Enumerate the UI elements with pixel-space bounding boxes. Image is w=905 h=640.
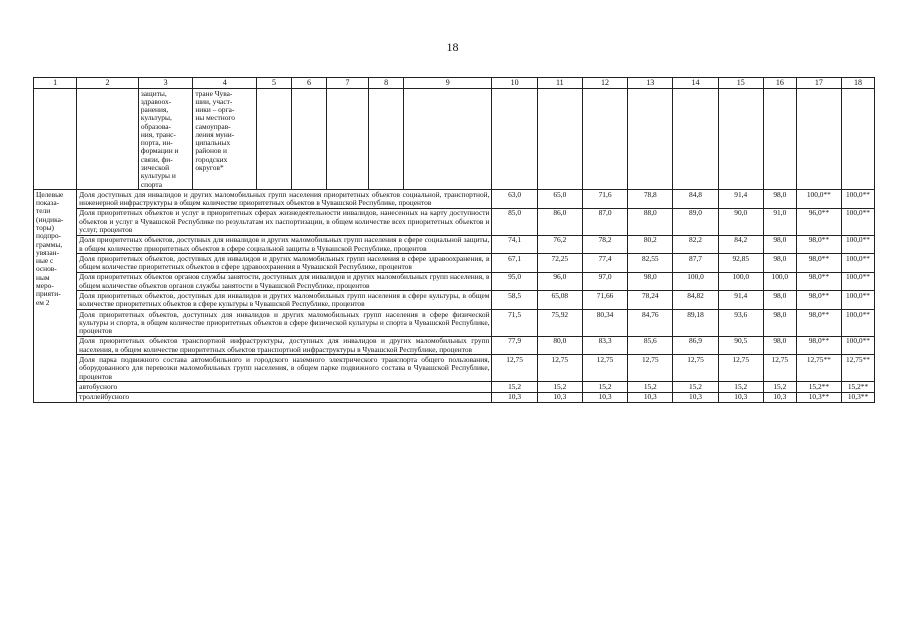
indicator-row	[34, 336, 875, 355]
indicator-value: 90,5	[718, 336, 763, 355]
column-number-8: 8	[369, 78, 404, 89]
indicator-value: 100,0**	[842, 190, 875, 209]
indicator-value: 72,25	[537, 254, 582, 273]
indicator-value: 85,0	[492, 208, 537, 235]
indicator-value: 84,8	[673, 190, 718, 209]
column-number-2: 2	[77, 78, 139, 89]
indicator-value: 98,0**	[796, 336, 841, 355]
indicator-value: 82,2	[673, 235, 718, 254]
indicator-value: 88,0	[628, 208, 673, 235]
indicator-label: Доля приоритетных объектов, доступных для инвалидов и других маломобильных групп населения в сфере физической культуры и спорта, в общем количестве приоритетных объектов в сфере физической культуры и спорта в Чувашской Республике, процентов	[77, 310, 492, 337]
indicator-value: 80,2	[628, 235, 673, 254]
indicator-value: 98,0**	[796, 272, 841, 291]
indicator-value: 78,8	[628, 190, 673, 209]
indicator-label: Доля приоритетных объектов и услуг в приоритетных сферах жизнедеятельности инвалидов, нанесенных на карту доступности объектов и услуг в Чувашской Республике по результатам их паспортизации, в общем количестве всех приоритетных объектов и услуг, процентов	[77, 208, 492, 235]
indicator-value: 97,0	[582, 272, 627, 291]
indicator-value: 82,55	[628, 254, 673, 273]
indicator-value: 87,0	[582, 208, 627, 235]
indicator-label: троллейбусного	[77, 392, 492, 402]
column-number-12: 12	[582, 78, 627, 89]
indicator-value: 12,75**	[796, 355, 841, 382]
indicator-label: автобусного	[77, 382, 492, 392]
cont-cell-1	[34, 89, 77, 190]
indicator-value: 100,0**	[842, 272, 875, 291]
indicator-row	[34, 355, 875, 382]
indicator-value: 15,2	[582, 382, 627, 392]
indicator-label: Доля парка подвижного состава автомобильного и городского наземного электрического транспорта общего пользования, оборудованного для перевозки маломобильных групп населения, в общем парке подвижного состава в Чувашской Республике, процентов	[77, 355, 492, 382]
column-number-7: 7	[326, 78, 368, 89]
indicator-value: 95,0	[492, 272, 537, 291]
indicator-value: 96,0	[537, 272, 582, 291]
indicator-value: 98,0**	[796, 310, 841, 337]
indicator-value: 98,0	[763, 291, 796, 310]
cont-cell-4: тране Чува- шии, участ- ники – орга- ны местного самоуправ- ления муни- ципальных районов и городских округов*	[193, 89, 257, 190]
column-number-14: 14	[673, 78, 718, 89]
indicator-row	[34, 208, 875, 235]
column-number-17: 17	[796, 78, 841, 89]
indicator-value: 74,1	[492, 235, 537, 254]
indicator-value: 15,2	[763, 382, 796, 392]
indicator-value: 98,0**	[796, 235, 841, 254]
indicator-value: 12,75	[582, 355, 627, 382]
indicator-row	[34, 235, 875, 254]
indicator-value: 100,0**	[842, 254, 875, 273]
indicator-row	[34, 254, 875, 273]
column-number-4: 4	[193, 78, 257, 89]
cont-cell-8	[369, 89, 404, 190]
indicator-value: 10,3**	[796, 392, 841, 402]
indicator-value: 98,0	[628, 272, 673, 291]
indicator-value: 84,76	[628, 310, 673, 337]
cont-cell-15	[718, 89, 763, 190]
cont-cell-9	[404, 89, 492, 190]
indicator-value: 15,2**	[796, 382, 841, 392]
cont-cell-13	[628, 89, 673, 190]
indicator-label: Доля приоритетных объектов органов службы занятости, доступных для инвалидов и других маломобильных групп населения, в общем количестве объектов органов службы занятости в Чувашской Республике, процентов	[77, 272, 492, 291]
indicator-label: Доля приоритетных объектов, доступных для инвалидов и других маломобильных групп населения в сфере социальной защиты, в общем количестве приоритетных объектов в сфере социальной защиты в Чувашской Республике, процентов	[77, 235, 492, 254]
indicator-row	[34, 291, 875, 310]
indicator-value: 100,0**	[842, 291, 875, 310]
indicator-value: 12,75**	[842, 355, 875, 382]
indicator-value: 86,9	[673, 336, 718, 355]
indicator-value: 12,75	[718, 355, 763, 382]
indicator-value: 98,0	[763, 336, 796, 355]
indicator-value: 10,3	[582, 392, 627, 402]
indicator-value: 65,0	[537, 190, 582, 209]
indicator-value: 15,2	[718, 382, 763, 392]
indicator-value: 15,2	[492, 382, 537, 392]
indicator-value: 91,4	[718, 291, 763, 310]
cont-cell-5	[257, 89, 292, 190]
indicator-value: 85,6	[628, 336, 673, 355]
indicator-row	[34, 392, 875, 402]
indicator-value: 87,7	[673, 254, 718, 273]
indicator-value: 10,3**	[842, 392, 875, 402]
indicator-value: 58,5	[492, 291, 537, 310]
indicator-value: 78,2	[582, 235, 627, 254]
column-number-10: 10	[492, 78, 537, 89]
indicator-value: 10,3	[492, 392, 537, 402]
indicator-value: 71,6	[582, 190, 627, 209]
indicator-value: 100,0	[673, 272, 718, 291]
column-number-3: 3	[138, 78, 192, 89]
indicator-value: 100,0**	[842, 235, 875, 254]
indicator-value: 86,0	[537, 208, 582, 235]
cont-cell-7	[326, 89, 368, 190]
column-number-9: 9	[404, 78, 492, 89]
indicator-value: 100,0**	[842, 336, 875, 355]
cont-cell-11	[537, 89, 582, 190]
cont-cell-6	[292, 89, 327, 190]
indicator-value: 98,0	[763, 310, 796, 337]
indicator-value: 80,0	[537, 336, 582, 355]
indicator-value: 15,2	[628, 382, 673, 392]
indicator-value: 12,75	[673, 355, 718, 382]
indicator-value: 77,9	[492, 336, 537, 355]
column-number-15: 15	[718, 78, 763, 89]
indicator-value: 93,6	[718, 310, 763, 337]
indicator-value: 89,0	[673, 208, 718, 235]
indicator-value: 10,3	[718, 392, 763, 402]
indicator-value: 15,2	[537, 382, 582, 392]
indicator-label: Доля доступных для инвалидов и других маломобильных групп населения приоритетных объектов социальной, транспортной, инженерной инфраструктуры в общем количестве приоритетных объектов в Чувашской Республике, процентов	[77, 190, 492, 209]
indicator-value: 100,0	[763, 272, 796, 291]
column-number-row	[34, 78, 875, 89]
cont-cell-17	[796, 89, 841, 190]
indicator-value: 12,75	[492, 355, 537, 382]
indicator-value: 78,24	[628, 291, 673, 310]
cont-cell-14	[673, 89, 718, 190]
cont-cell-18	[842, 89, 875, 190]
cont-cell-2	[77, 89, 139, 190]
indicator-value: 98,0**	[796, 254, 841, 273]
cont-cell-12	[582, 89, 627, 190]
indicator-row	[34, 272, 875, 291]
indicator-row	[34, 190, 875, 209]
column-number-6: 6	[292, 78, 327, 89]
indicator-value: 67,1	[492, 254, 537, 273]
indicator-value: 12,75	[537, 355, 582, 382]
goal-indicators-label: Целевые показа- тели (индика- торы) подпро- граммы, увязан- ные с основ- ным меро- прияти- ем 2	[34, 190, 77, 402]
indicator-label: Доля приоритетных объектов, доступных для инвалидов и других маломобильных групп населения в сфере культуры, в общем количестве приоритетных объектов в сфере культуры в Чувашской Республике, процентов	[77, 291, 492, 310]
indicator-value: 75,92	[537, 310, 582, 337]
indicator-value: 98,0**	[796, 291, 841, 310]
indicator-value: 80,34	[582, 310, 627, 337]
column-number-16: 16	[763, 78, 796, 89]
indicator-value: 12,75	[628, 355, 673, 382]
indicator-value: 65,08	[537, 291, 582, 310]
indicator-row	[34, 310, 875, 337]
indicator-value: 12,75	[763, 355, 796, 382]
indicator-value: 96,0**	[796, 208, 841, 235]
indicator-value: 10,3	[673, 392, 718, 402]
indicator-value: 77,4	[582, 254, 627, 273]
indicator-value: 15,2	[673, 382, 718, 392]
column-number-13: 13	[628, 78, 673, 89]
indicator-value: 91,4	[718, 190, 763, 209]
indicator-row	[34, 382, 875, 392]
indicator-value: 89,18	[673, 310, 718, 337]
indicator-value: 100,0	[718, 272, 763, 291]
indicator-value: 76,2	[537, 235, 582, 254]
cont-cell-10	[492, 89, 537, 190]
column-number-5: 5	[257, 78, 292, 89]
indicator-value: 10,3	[537, 392, 582, 402]
indicator-value: 15,2**	[842, 382, 875, 392]
column-number-11: 11	[537, 78, 582, 89]
indicator-value: 91,0	[763, 208, 796, 235]
indicator-value: 71,5	[492, 310, 537, 337]
indicator-value: 10,3	[628, 392, 673, 402]
page-number: 18	[446, 40, 459, 54]
cont-cell-3: защиты, здравоох- ранения, культуры, образова- ния, транс- порта, ин- формации и связи, фи- зической культуры и спорта	[138, 89, 192, 190]
indicator-value: 100,0**	[796, 190, 841, 209]
indicator-value: 98,0	[763, 235, 796, 254]
indicator-value: 71,66	[582, 291, 627, 310]
column-number-1: 1	[34, 78, 77, 89]
indicator-value: 84,2	[718, 235, 763, 254]
indicators-table	[33, 77, 875, 403]
column-number-18: 18	[842, 78, 875, 89]
indicator-value: 98,0	[763, 190, 796, 209]
indicator-value: 100,0**	[842, 310, 875, 337]
indicator-value: 63,0	[492, 190, 537, 209]
indicator-label: Доля приоритетных объектов транспортной инфраструктуры, доступных для инвалидов и других маломобильных групп населения, в общем количестве приоритетных объектов транспортной инфраструктуры в Чувашской Республике, процентов	[77, 336, 492, 355]
indicator-value: 84,82	[673, 291, 718, 310]
cont-cell-16	[763, 89, 796, 190]
continuation-row	[34, 89, 875, 190]
indicator-value: 92,85	[718, 254, 763, 273]
indicator-value: 10,3	[763, 392, 796, 402]
indicator-value: 100,0**	[842, 208, 875, 235]
indicator-value: 98,0	[763, 254, 796, 273]
indicator-value: 90,0	[718, 208, 763, 235]
indicator-value: 83,3	[582, 336, 627, 355]
indicator-label: Доля приоритетных объектов, доступных для инвалидов и других маломобильных групп населения в сфере здравоохранения, в общем количестве приоритетных объектов в сфере здравоохранения в Чувашской Республике, процентов	[77, 254, 492, 273]
